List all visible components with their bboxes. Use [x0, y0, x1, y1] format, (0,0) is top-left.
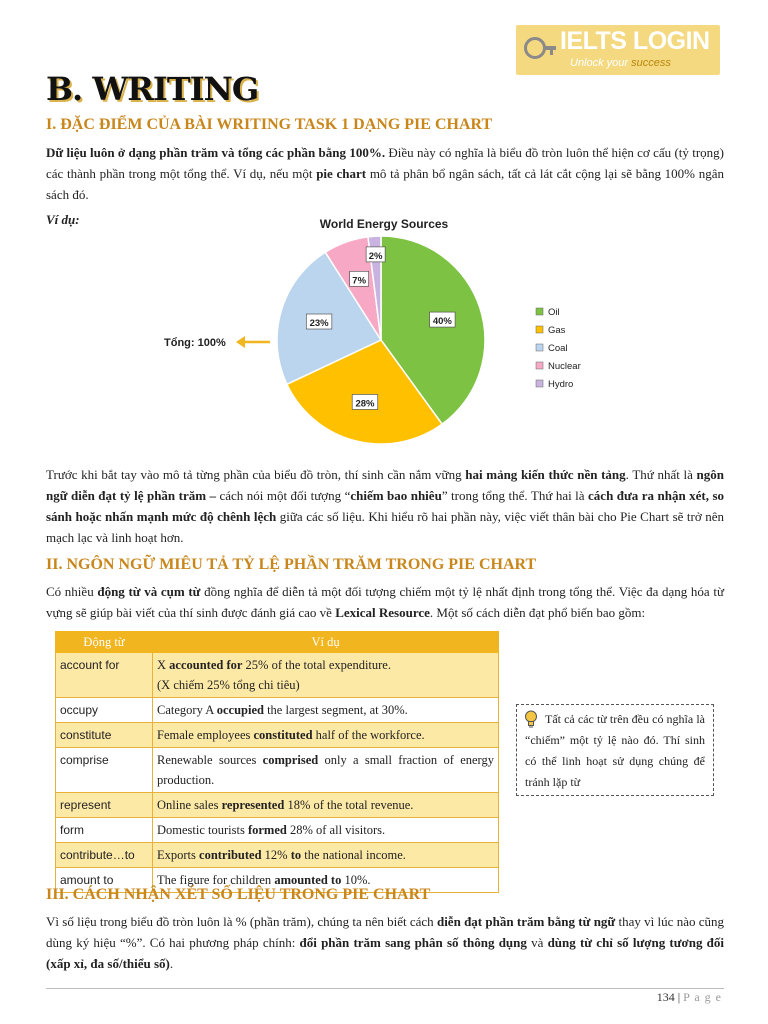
verb-cell: occupy — [56, 698, 153, 723]
slice-label: 2% — [368, 250, 383, 262]
footer-divider — [46, 988, 724, 989]
legend-label: Gas — [548, 325, 566, 336]
page-number: 134 — [656, 990, 675, 1004]
table-row — [56, 748, 499, 793]
legend-label: Hydro — [548, 379, 574, 390]
section-2-heading: II. NGÔN NGỮ MIÊU TẢ TỶ LỆ PHẦN TRĂM TRONG PIE CHART — [46, 556, 537, 573]
slice-label: 23% — [309, 318, 329, 330]
chart-title: World Energy Sources — [319, 217, 449, 231]
example-cell: Female employees constituted half of the workforce. — [153, 723, 499, 748]
example-cell: Domestic tourists formed 28% of all visitors. — [153, 818, 499, 843]
table-row — [56, 793, 499, 818]
example-label: Ví dụ: — [46, 212, 80, 227]
slice-label: 28% — [355, 398, 375, 410]
page-title: B. WRITING — [46, 70, 259, 108]
total-label: Tổng: 100% — [164, 337, 226, 349]
key-icon — [524, 37, 546, 59]
section-1-heading: I. ĐẶC ĐIỂM CỦA BÀI WRITING TASK 1 DẠNG PIE CHART — [46, 116, 493, 133]
table-row — [56, 723, 499, 748]
example-cell: X accounted for 25% of the total expenditure. (X chiếm 25% tổng chi tiêu) — [153, 653, 499, 698]
table-row — [56, 698, 499, 723]
table-row — [56, 818, 499, 843]
table-header-example: Ví dụ — [153, 632, 499, 653]
example-cell: Category A occupied the largest segment, at 30%. — [153, 698, 499, 723]
section-3-paragraph: Vì số liệu trong biểu đồ tròn luôn là % (phần trăm), chúng ta nên biết cách diễn đạt phần trăm bằng từ ngữ thay vì lúc nào cũng dùng ký hiệu “%”. Có hai phương pháp chính: đổi phần trăm sang phân số thông dụng và dùng từ chỉ số lượng tương đối (xấp xỉ, đa số/thiểu số). — [46, 914, 725, 971]
verb-cell: represent — [56, 793, 153, 818]
table-row — [56, 653, 499, 698]
section-2-paragraph: Có nhiều động từ và cụm từ đồng nghĩa để diễn tả một đối tượng chiếm một tỷ lệ nhất định trong tổng thể. Việc đa dạng hóa từ vựng sẽ giúp bài viết của thí sinh được đánh giá cao về Lexical Resource. Một số cách diễn đạt phổ biến bao gồm: — [46, 584, 724, 620]
legend-swatch — [536, 344, 543, 351]
section-1-paragraph: Dữ liệu luôn ở dạng phần trăm và tổng các phần bằng 100%. Điều này có nghĩa là biểu đồ tròn luôn thể hiện cơ cấu (tỷ trọng) các thành phần trong một tổng thể. Ví dụ, nếu một pie chart mô tả phân bổ ngân sách, tất cả lát cắt cộng lại sẽ bằng 100% ngân sách đó. — [46, 145, 725, 202]
example-cell: Online sales represented 18% of the total revenue. — [153, 793, 499, 818]
ielts-login-logo — [516, 25, 720, 75]
table-row — [56, 843, 499, 868]
pie-chart — [152, 208, 584, 458]
verb-table — [55, 631, 499, 893]
verb-cell: amount to — [56, 868, 153, 893]
tip-note-text: Tất cả các từ trên đều có nghĩa là “chiếm” một tỷ lệ nào đó. Thí sinh có thể linh hoạt sử dụng chúng để tránh lặp từ — [525, 712, 705, 789]
tip-note — [516, 704, 714, 796]
logo-brand: IELTS LOGIN — [560, 27, 710, 55]
example-cell: The figure for children amounted to 10%. — [153, 868, 499, 893]
legend-label: Nuclear — [548, 361, 581, 372]
verb-cell: form — [56, 818, 153, 843]
pie-chart-svg — [152, 208, 584, 458]
arrow-head-icon — [236, 336, 245, 348]
verb-cell: constitute — [56, 723, 153, 748]
legend-swatch — [536, 362, 543, 369]
slice-label: 40% — [432, 316, 452, 328]
legend-swatch — [536, 326, 543, 333]
page-footer: 134 | P a g e — [656, 990, 722, 1004]
example-cell: Exports contributed 12% to the national income. — [153, 843, 499, 868]
section-1-paragraph-2: Trước khi bắt tay vào mô tả từng phần của biểu đồ tròn, thí sinh cần nắm vững hai mảng kiến thức nền tảng. Thứ nhất là ngôn ngữ diễn đạt tỷ lệ phần trăm – cách nói một đối tượng “chiếm bao nhiêu” trong tổng thể. Thứ hai là cách đưa ra nhận xét, so sánh hoặc nhấn mạnh mức độ chênh lệch giữa các số liệu. Khi hiểu rõ hai phần này, việc viết thân bài cho Pie Chart sẽ trở nên mạch lạc và linh hoạt hơn. — [46, 467, 725, 545]
slice-label: 7% — [352, 275, 367, 287]
verb-cell: account for — [56, 653, 153, 698]
page-label: P a g e — [683, 990, 722, 1004]
legend-swatch — [536, 308, 543, 315]
legend-label: Coal — [548, 343, 568, 354]
example-cell: Renewable sources comprised only a small fraction of energy production. — [153, 748, 499, 793]
table-header-row — [56, 632, 499, 653]
legend-swatch — [536, 380, 543, 387]
table-header-verb: Động từ — [56, 632, 153, 653]
legend-label: Oil — [548, 307, 560, 318]
verb-cell: comprise — [56, 748, 153, 793]
verb-cell: contribute…to — [56, 843, 153, 868]
logo-tagline: Unlock your success — [570, 57, 671, 69]
lightbulb-icon — [524, 710, 538, 728]
section-3-heading: III. CÁCH NHẬN XÉT SỐ LIỆU TRONG PIE CHART — [46, 886, 431, 903]
